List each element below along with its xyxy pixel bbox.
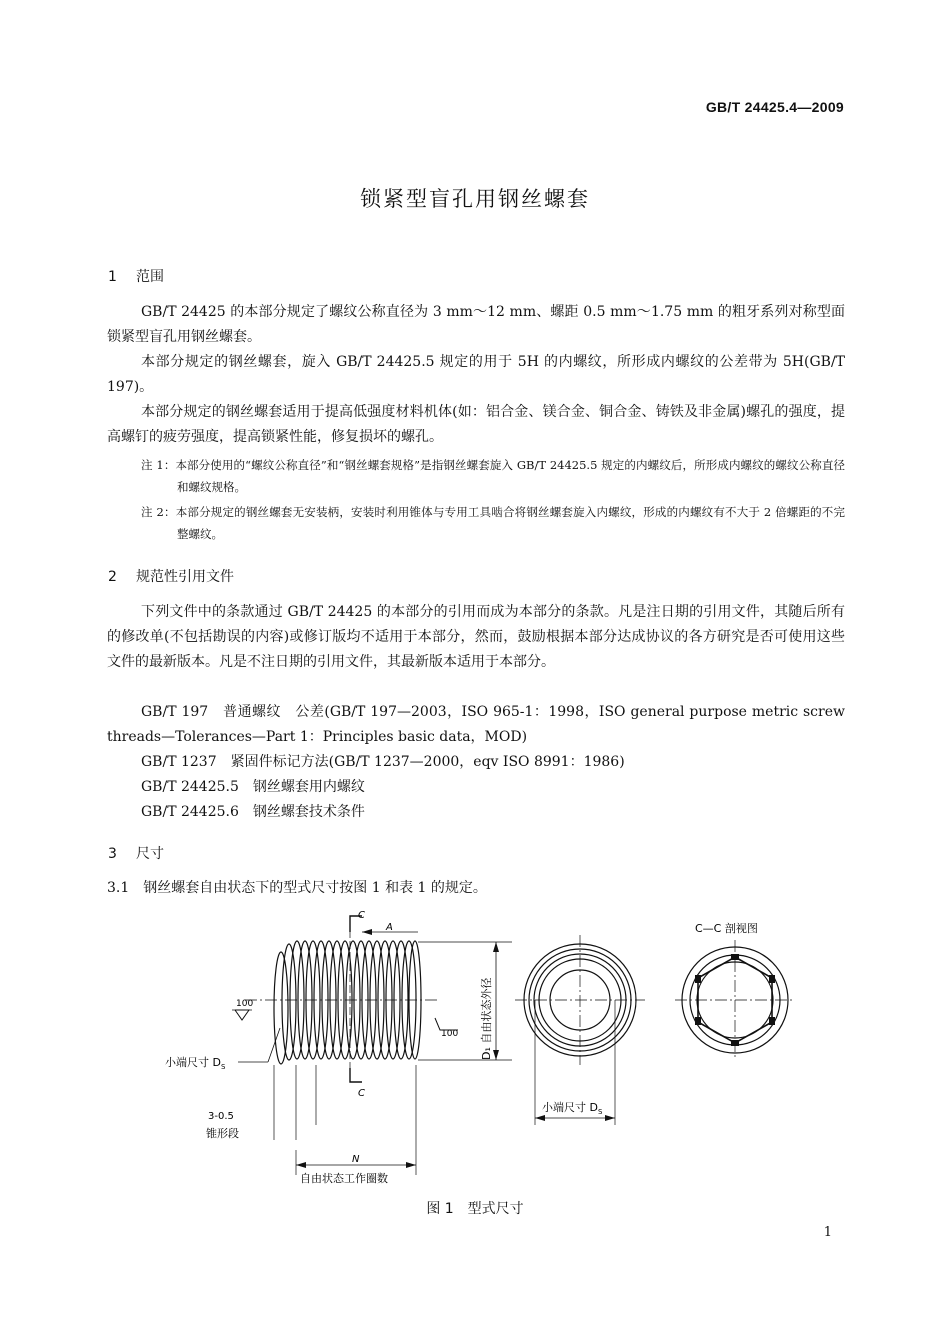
standard-number: GB/T 24425.4—2009 [705,99,844,115]
scope-note-2: 注 2：本部分规定的钢丝螺套无安装柄，安装时利用锥体与专用工具啮合将钢丝螺套旋入内螺纹，形成的内螺纹有不大于 2 倍螺距的不完整螺纹。 [141,505,845,541]
small-end-text-2: 小端尺寸 D [542,1101,598,1114]
section-title: 尺寸 [136,846,164,862]
small-end-sub: S [220,1063,226,1071]
label-c-top: C [358,910,365,921]
roughness-1: 100 [236,999,254,1009]
figure-caption: 图 1 型式尺寸 [426,1201,524,1217]
label-small-end [165,1055,226,1071]
section-number: 3 [108,846,117,862]
section-3-heading [108,843,164,863]
ref-gbt24425-6: GB/T 24425.6 钢丝螺套技术条件 [141,804,365,820]
label-taper-length: 3-0.5 [208,1111,234,1122]
label-d1: D₁ 自由状态外径 [480,977,493,1060]
label-c-bottom: C [358,1088,365,1099]
scope-note-1: 注 1：本部分使用的“螺纹公称直径”和“钢丝螺套规格”是指钢丝螺套旋入 GB/T 24425.5 规定的内螺纹后，所形成内螺纹的螺纹公称直径和螺纹规格。 [141,458,845,494]
ref-gbt197: GB/T 197 普通螺纹 公差(GB/T 197—2003，ISO 965-1：1998，ISO general purpose metric screw threads—Tolerances—Part 1：Principles basic data，MOD) [107,704,845,745]
section-title: 规范性引用文件 [136,569,234,585]
section-title: 范围 [136,269,164,285]
page-number: 1 [823,1225,832,1240]
section-1-heading [108,266,164,286]
scope-paragraph-2: 本部分规定的钢丝螺套，旋入 GB/T 24425.5 规定的用于 5H 的内螺纹，所形成内螺纹的公差带为 5H(GB/T 197)。 [107,354,845,395]
section-number: 1 [108,269,117,285]
refs-intro: 下列文件中的条款通过 GB/T 24425 的本部分的引用而成为本部分的条款。凡是注日期的引用文件，其随后所有的修改单(不包括勘误的内容)或修订版均不适用于本部分，然而，鼓励根据本部分达成协议的各方研究是否可使用这些文件的最新版本。凡是不注日期的引用文件，其最新版本适用于本部分。 [107,604,845,670]
label-section-view: C—C 剖视图 [695,922,758,935]
label-n: N [352,1154,360,1165]
label-free-coils: 自由状态工作圈数 [300,1172,388,1185]
label-small-end-2 [542,1100,603,1116]
small-end-sub-2: S [597,1108,603,1116]
label-taper-name: 锥形段 [206,1127,239,1140]
document-title: 锁紧型盲孔用钢丝螺套 [360,187,590,211]
thread-coils [274,941,421,1064]
figure-1-drawing [0,900,950,1190]
label-a: A [386,922,393,933]
section-2-heading [108,566,234,586]
small-end-text: 小端尺寸 D [165,1056,221,1069]
ref-gbt24425-5: GB/T 24425.5 钢丝螺套用内螺纹 [141,779,365,795]
scope-paragraph-3: 本部分规定的钢丝螺套适用于提高低强度材料机体(如：铝合金、镁合金、铜合金、铸铁及非金属)螺孔的强度，提高螺钉的疲劳强度，提高锁紧性能，修复损坏的螺孔。 [107,404,845,445]
end-view [515,935,645,1125]
roughness-2: 100 [441,1029,459,1039]
ref-gbt1237: GB/T 1237 紧固件标记方法(GB/T 1237—2000，eqv ISO 8991：1986) [141,754,625,770]
scope-paragraph-1: GB/T 24425 的本部分规定了螺纹公称直径为 3 mm～12 mm、螺距 0.5 mm～1.75 mm 的粗牙系列对称型面锁紧型盲孔用钢丝螺套。 [107,304,845,345]
section-number: 2 [108,569,117,585]
clause-3-1: 3.1 钢丝螺套自由状态下的型式尺寸按图 1 和表 1 的规定。 [107,880,487,896]
